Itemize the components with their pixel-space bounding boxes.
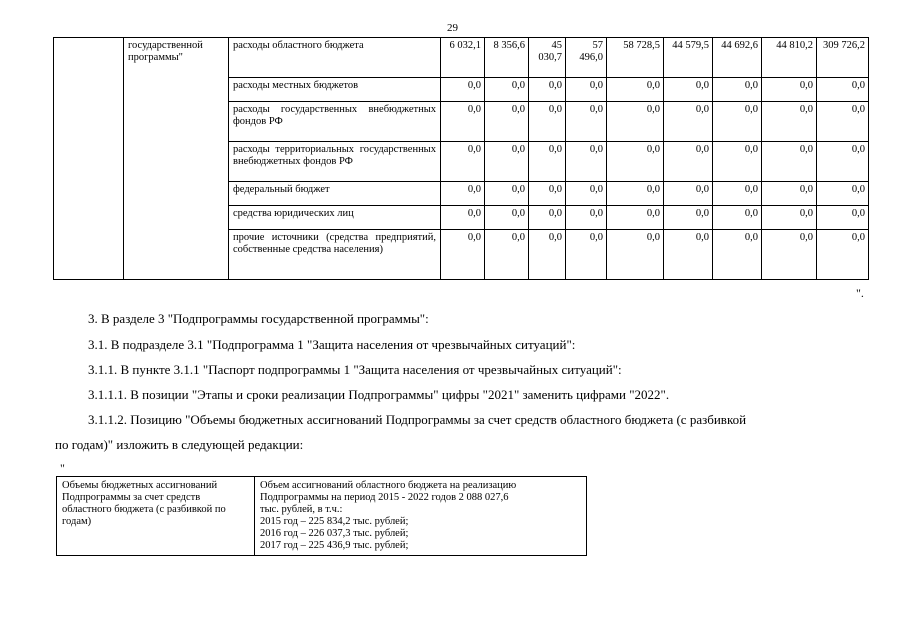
budget-value: 0,0 (589, 104, 603, 115)
budget-value: 44 579,5 (672, 40, 709, 51)
budget-value: 0,0 (467, 80, 481, 91)
budget-value: 0,0 (467, 144, 481, 155)
budget-value: 0,0 (589, 184, 603, 195)
budget-value-cell (441, 142, 485, 182)
passport-value-line: 2016 год – 226 037,3 тыс. рублей; (260, 528, 409, 539)
budget-value: 0,0 (589, 208, 603, 219)
funding-source-label: федеральный бюджет (233, 184, 330, 195)
budget-value: 0,0 (744, 80, 758, 91)
budget-value-cell (566, 102, 607, 142)
funding-source-cell (229, 182, 441, 206)
budget-value-cell (713, 206, 762, 230)
paragraph-point-3-1-1-2-continued: по годам)" изложить в следующей редакции: (55, 437, 304, 452)
funding-source-label: расходы государственных внебюджетных фондов РФ (233, 104, 436, 127)
budget-value: 0,0 (548, 184, 562, 195)
budget-value-cell (529, 206, 566, 230)
funding-source-label: расходы территориальных государственных внебюджетных фондов РФ (233, 144, 436, 167)
budget-value: 0,0 (851, 80, 865, 91)
funding-source-cell (229, 38, 441, 78)
budget-value: 0,0 (467, 104, 481, 115)
budget-value: 0,0 (511, 232, 525, 243)
paragraph-point-3-1-1-2: 3.1.1.2. Позицию "Объемы бюджетных ассигнований Подпрограммы за счет средств областного бюджета (с разбивкой (88, 412, 747, 427)
budget-value-cell (762, 102, 817, 142)
budget-value-cell (817, 230, 869, 280)
budget-value-cell (566, 182, 607, 206)
budget-value-cell (529, 230, 566, 280)
budget-value-cell (566, 142, 607, 182)
budget-row (54, 38, 869, 78)
budget-value-cell (566, 38, 607, 78)
budget-value-cell (762, 206, 817, 230)
paragraph-point-3-1-1: 3.1.1. В пункте 3.1.1 "Паспорт подпрограммы 1 "Защита населения от чрезвычайных ситуаций": (88, 362, 622, 377)
passport-value-line: тыс. рублей, в т.ч.: (260, 504, 343, 515)
budget-value: 0,0 (467, 184, 481, 195)
budget-value-cell (485, 78, 529, 102)
budget-value: 309 726,2 (823, 40, 865, 51)
budget-value: 58 728,5 (623, 40, 660, 51)
budget-value: 0,0 (511, 80, 525, 91)
budget-value-cell (566, 78, 607, 102)
budget-value-cell (664, 142, 713, 182)
budget-value-cell (529, 142, 566, 182)
budget-value-cell (664, 230, 713, 280)
budget-value: 44 810,2 (776, 40, 813, 51)
budget-value: 0,0 (548, 232, 562, 243)
budget-value: 0,0 (744, 232, 758, 243)
funding-source-cell (229, 102, 441, 142)
budget-value: 0,0 (799, 208, 813, 219)
budget-value: 0,0 (799, 232, 813, 243)
budget-value: 0,0 (589, 232, 603, 243)
budget-value-cell (713, 182, 762, 206)
budget-value-cell (607, 142, 664, 182)
budget-value-cell (664, 78, 713, 102)
funding-source-cell (229, 206, 441, 230)
budget-value: 0,0 (744, 104, 758, 115)
budget-value-cell (713, 38, 762, 78)
budget-value-cell (664, 38, 713, 78)
budget-value: 0,0 (646, 208, 660, 219)
funding-source-label: расходы областного бюджета (233, 40, 364, 51)
budget-value: 8 356,6 (493, 40, 525, 51)
passport-label: Объемы бюджетных ассигнований Подпрограммы за счет средств областного бюджета (с разбивкой по годам) (62, 480, 226, 527)
budget-value-cell (607, 182, 664, 206)
budget-value: 0,0 (695, 232, 709, 243)
passport-value-line: 2015 год – 225 834,2 тыс. рублей; (260, 516, 409, 527)
budget-value-cell (607, 102, 664, 142)
budget-value-cell (485, 38, 529, 78)
budget-table (53, 37, 869, 280)
budget-value-cell (441, 102, 485, 142)
budget-value-cell (817, 102, 869, 142)
budget-value-cell (713, 142, 762, 182)
budget-value-cell (713, 102, 762, 142)
budget-value-cell (664, 102, 713, 142)
budget-value-cell (485, 142, 529, 182)
budget-value: 0,0 (744, 208, 758, 219)
paragraph-point-3-1-1-1: 3.1.1.1. В позиции "Этапы и сроки реализации Подпрограммы" цифры "2021" заменить цифрами "2022". (88, 387, 670, 402)
passport-value-line: 2017 год – 225 436,9 тыс. рублей; (260, 540, 409, 551)
budget-value-cell (664, 182, 713, 206)
budget-value-cell (817, 78, 869, 102)
passport-value-line: Объем ассигнований областного бюджета на реализацию (260, 480, 517, 491)
budget-value-cell (529, 182, 566, 206)
budget-value-cell (762, 142, 817, 182)
budget-value: 0,0 (695, 144, 709, 155)
budget-value-cell (529, 78, 566, 102)
budget-value: 0,0 (695, 104, 709, 115)
budget-value: 45 030,7 (538, 40, 562, 63)
budget-value: 0,0 (548, 208, 562, 219)
program-label: государственной программы" (128, 40, 203, 63)
budget-value: 0,0 (511, 208, 525, 219)
funding-source-cell (229, 230, 441, 280)
budget-value: 0,0 (799, 184, 813, 195)
budget-value-cell (485, 182, 529, 206)
budget-value-cell (441, 78, 485, 102)
paragraph-subsection-3-1: 3.1. В подразделе 3.1 "Подпрограмма 1 "Защита населения от чрезвычайных ситуаций": (88, 337, 576, 352)
funding-source-label: расходы местных бюджетов (233, 80, 359, 91)
budget-value: 44 692,6 (721, 40, 758, 51)
budget-value: 0,0 (467, 232, 481, 243)
budget-value: 0,0 (511, 144, 525, 155)
budget-value-cell (664, 206, 713, 230)
budget-value: 0,0 (646, 80, 660, 91)
budget-value-cell (817, 206, 869, 230)
page-number: 29 (447, 22, 458, 34)
budget-value-cell (529, 38, 566, 78)
budget-value: 0,0 (695, 208, 709, 219)
budget-value-cell (762, 78, 817, 102)
budget-value-cell (817, 182, 869, 206)
budget-value: 0,0 (511, 184, 525, 195)
budget-value-cell (817, 142, 869, 182)
budget-value: 0,0 (548, 104, 562, 115)
budget-value: 0,0 (851, 232, 865, 243)
budget-value-cell (441, 206, 485, 230)
budget-value: 0,0 (467, 208, 481, 219)
budget-value-cell (441, 38, 485, 78)
passport-label-cell (57, 477, 255, 556)
budget-value: 0,0 (851, 184, 865, 195)
budget-value: 0,0 (744, 144, 758, 155)
budget-value-cell (607, 78, 664, 102)
budget-value-cell (485, 230, 529, 280)
budget-value: 0,0 (695, 80, 709, 91)
budget-value: 0,0 (799, 80, 813, 91)
budget-value: 57 496,0 (579, 40, 603, 63)
budget-value-cell (762, 182, 817, 206)
budget-value-cell (607, 206, 664, 230)
program-label-cell (124, 38, 229, 280)
open-quote: " (60, 461, 65, 475)
budget-value-cell (713, 78, 762, 102)
budget-value-cell (566, 206, 607, 230)
budget-value: 0,0 (851, 208, 865, 219)
budget-value-cell (607, 38, 664, 78)
budget-value-cell (762, 38, 817, 78)
budget-value: 0,0 (646, 232, 660, 243)
budget-value-cell (441, 182, 485, 206)
budget-value: 0,0 (646, 144, 660, 155)
passport-value-line: Подпрограммы на период 2015 - 2022 годов 2 088 027,6 (260, 492, 509, 503)
funding-source-label: средства юридических лиц (233, 208, 354, 219)
budget-value: 0,0 (744, 184, 758, 195)
budget-value-cell (817, 38, 869, 78)
budget-value-cell (441, 230, 485, 280)
budget-value-cell (762, 230, 817, 280)
budget-value: 0,0 (799, 144, 813, 155)
funding-source-label: прочие источники (средства предприятий, собственные средства населения) (233, 232, 436, 255)
budget-value: 0,0 (589, 144, 603, 155)
budget-value: 0,0 (646, 104, 660, 115)
passport-value-cell (255, 477, 587, 556)
budget-value: 0,0 (646, 184, 660, 195)
budget-value-cell (607, 230, 664, 280)
budget-value-cell (566, 230, 607, 280)
budget-value-cell (485, 206, 529, 230)
paragraph-section-3: 3. В разделе 3 "Подпрограммы государственной программы": (88, 311, 429, 326)
budget-value: 0,0 (589, 80, 603, 91)
budget-value: 0,0 (548, 144, 562, 155)
passport-row (57, 477, 587, 556)
budget-value-cell (529, 102, 566, 142)
empty-cell (54, 38, 124, 280)
funding-source-cell (229, 78, 441, 102)
budget-value: 0,0 (851, 104, 865, 115)
budget-table-body (54, 38, 869, 280)
budget-value: 0,0 (851, 144, 865, 155)
budget-value: 0,0 (548, 80, 562, 91)
budget-value: 6 032,1 (449, 40, 481, 51)
budget-value: 0,0 (511, 104, 525, 115)
budget-value: 0,0 (799, 104, 813, 115)
budget-value-cell (713, 230, 762, 280)
budget-value: 0,0 (695, 184, 709, 195)
funding-source-cell (229, 142, 441, 182)
closing-quote: ". (856, 286, 864, 300)
passport-table (56, 476, 587, 556)
budget-value-cell (485, 102, 529, 142)
